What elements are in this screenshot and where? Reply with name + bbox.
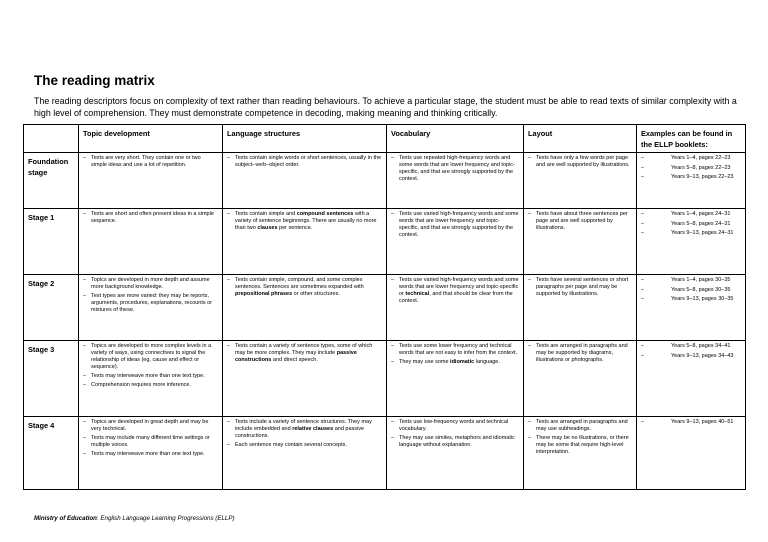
list-item: – They may use similes, metaphors and idiomatic language without explanation. xyxy=(391,435,519,449)
table-header-row xyxy=(24,125,746,153)
language-cell xyxy=(223,153,387,209)
vocabulary-list xyxy=(391,277,519,305)
vocabulary-list xyxy=(391,211,519,239)
layout-cell xyxy=(524,153,637,209)
examples-list xyxy=(641,277,741,303)
layout-cell xyxy=(524,417,637,490)
examples-list xyxy=(641,343,741,360)
reading-matrix-table xyxy=(23,124,746,490)
header-language-structures: Language structures xyxy=(223,125,387,153)
list-item: – Texts contain simple, compound, and some complex sentences. Sentences are sometimes expanded with prepositional phrases or other structures. xyxy=(227,277,382,298)
list-item: – Texts have only a few words per page and are well supported by illustrations. xyxy=(528,155,632,169)
language-cell xyxy=(223,209,387,275)
example-reference: – Years 5–8, pages 24–31 xyxy=(641,221,741,228)
table-row xyxy=(24,417,746,490)
topic-list xyxy=(83,419,218,458)
language-cell xyxy=(223,275,387,341)
vocabulary-cell xyxy=(387,209,524,275)
examples-list xyxy=(641,419,741,426)
language-list xyxy=(227,419,382,449)
list-item: – Texts include a variety of sentence structures. They may include embedded and relative clauses and passive constructions. xyxy=(227,419,382,440)
topic-list xyxy=(83,343,218,389)
list-item: – Topics are developed in great depth and may be very technical. xyxy=(83,419,218,433)
list-item: – Each sentence may contain several concepts. xyxy=(227,442,382,449)
list-item: – Texts may interweave more than one text type. xyxy=(83,451,218,458)
footer-separator: : xyxy=(96,515,101,522)
list-item: – Texts are arranged in paragraphs and may be supported by diagrams, illustrations or photographs. xyxy=(528,343,632,364)
list-item: – Texts use some lower frequency and technical words that are not easy to infer from the context. xyxy=(391,343,519,357)
stage-cell: Stage 2 xyxy=(24,275,79,341)
list-item: – Texts use varied high-frequency words and some words that are lower frequency and topic-specific or technical, and that should be clear from the context. xyxy=(391,277,519,305)
header-layout: Layout xyxy=(524,125,637,153)
topic-cell xyxy=(79,153,223,209)
example-reference: – Years 1–4, pages 24–31 xyxy=(641,211,741,218)
examples-list xyxy=(641,155,741,181)
language-list xyxy=(227,343,382,364)
topic-cell xyxy=(79,417,223,490)
example-reference: – Years 5–8, pages 22–23 xyxy=(641,165,741,172)
header-examples: Examples can be found in the ELLP booklets: xyxy=(637,125,746,153)
examples-cell xyxy=(637,275,746,341)
footer-doc-title: English Language Learning Progressions (ELLP) xyxy=(100,515,235,522)
stage-cell: Stage 3 xyxy=(24,341,79,417)
language-list xyxy=(227,155,382,169)
example-reference: – Years 9–13, pages 24–31 xyxy=(641,230,741,237)
table-row xyxy=(24,209,746,275)
example-reference: – Years 5–8, pages 34–41 xyxy=(641,343,741,350)
header-topic-development: Topic development xyxy=(79,125,223,153)
layout-list xyxy=(528,343,632,364)
topic-cell xyxy=(79,341,223,417)
layout-list xyxy=(528,277,632,298)
table-row xyxy=(24,275,746,341)
list-item: – Texts have several sentences or short paragraphs per page and may be supported by illustrations. xyxy=(528,277,632,298)
table-body xyxy=(24,153,746,490)
list-item: – Texts contain a variety of sentence types, some of which may be more complex. They may include passive constructions and direct speech. xyxy=(227,343,382,364)
page-title: The reading matrix xyxy=(34,73,155,88)
footer xyxy=(34,515,235,522)
example-reference: – Years 9–13, pages 22–23 xyxy=(641,174,741,181)
stage-cell: Stage 1 xyxy=(24,209,79,275)
list-item: – Texts contain simple and compound sentences with a variety of sentence beginnings. There are usually no more than two clauses per sentence. xyxy=(227,211,382,232)
example-reference: – Years 9–13, pages 30–35 xyxy=(641,296,741,303)
topic-list xyxy=(83,211,218,225)
layout-list xyxy=(528,211,632,232)
list-item: – Texts are very short. They contain one or two simple ideas and use a lot of repetition. xyxy=(83,155,218,169)
language-list xyxy=(227,277,382,298)
list-item: – Texts use varied high-frequency words and some words that are lower frequency and topic-specific, and that are strongly supported by the context. xyxy=(391,211,519,239)
table-row xyxy=(24,341,746,417)
list-item: – Texts may include many different time settings or multiple voices. xyxy=(83,435,218,449)
topic-cell xyxy=(79,275,223,341)
header-vocabulary: Vocabulary xyxy=(387,125,524,153)
list-item: – Texts contain single words or short sentences, usually in the subject–verb–object order. xyxy=(227,155,382,169)
examples-cell xyxy=(637,417,746,490)
vocabulary-list xyxy=(391,419,519,449)
example-reference: – Years 1–4, pages 30–35 xyxy=(641,277,741,284)
vocabulary-list xyxy=(391,343,519,366)
layout-cell xyxy=(524,341,637,417)
vocabulary-list xyxy=(391,155,519,183)
layout-list xyxy=(528,419,632,456)
vocabulary-cell xyxy=(387,341,524,417)
list-item: – Texts have about three sentences per page and are well supported by illustrations. xyxy=(528,211,632,232)
example-reference: – Years 1–4, pages 22–23 xyxy=(641,155,741,162)
list-item: – Comprehension requires more inference. xyxy=(83,382,218,389)
header-stage xyxy=(24,125,79,153)
language-cell xyxy=(223,341,387,417)
list-item: – Texts may interweave more than one text type. xyxy=(83,373,218,380)
language-list xyxy=(227,211,382,232)
language-cell xyxy=(223,417,387,490)
examples-list xyxy=(641,211,741,237)
topic-list xyxy=(83,155,218,169)
list-item: – Topics are developed to more complex levels in a variety of ways, using connectives to signal the relationship of ideas (eg, cause and effect or sequence). xyxy=(83,343,218,371)
topic-cell xyxy=(79,209,223,275)
list-item: – Texts are short and often present ideas in a simple sequence. xyxy=(83,211,218,225)
vocabulary-cell xyxy=(387,275,524,341)
topic-list xyxy=(83,277,218,314)
stage-cell: Foundation stage xyxy=(24,153,79,209)
list-item: – There may be no illustrations, or there may be some that require high-level interpretation. xyxy=(528,435,632,456)
example-reference: – Years 5–8, pages 30–35 xyxy=(641,287,741,294)
example-reference: – Years 9–13, pages 40–51 xyxy=(641,419,741,426)
examples-cell xyxy=(637,153,746,209)
layout-cell xyxy=(524,275,637,341)
list-item: – They may use some idiomatic language. xyxy=(391,359,519,366)
vocabulary-cell xyxy=(387,153,524,209)
example-reference: – Years 9–13, pages 34–43 xyxy=(641,353,741,360)
layout-cell xyxy=(524,209,637,275)
list-item: – Texts are arranged in paragraphs and may use subheadings. xyxy=(528,419,632,433)
stage-cell: Stage 4 xyxy=(24,417,79,490)
vocabulary-cell xyxy=(387,417,524,490)
examples-cell xyxy=(637,341,746,417)
list-item: – Texts use repeated high-frequency words and some words that are lower frequency and topic-specific, and that are strongly supported by the context. xyxy=(391,155,519,183)
examples-cell xyxy=(637,209,746,275)
intro-paragraph: The reading descriptors focus on complexity of text rather than reading behaviours. To achieve a particular stage, the student must be able to read texts of similar complexity with a high level of comprehension. They must demonstrate competence in decoding, making meaning and thinking critically. xyxy=(34,96,737,118)
table-row xyxy=(24,153,746,209)
list-item: – Texts use low-frequency words and technical vocabulary. xyxy=(391,419,519,433)
list-item: – Topics are developed in more depth and assume more background knowledge. xyxy=(83,277,218,291)
layout-list xyxy=(528,155,632,169)
list-item: – Text types are more varied: they may be reports, arguments, procedures, explanations, recounts or mixtures of these. xyxy=(83,293,218,314)
footer-org: Ministry of Education xyxy=(34,515,97,522)
